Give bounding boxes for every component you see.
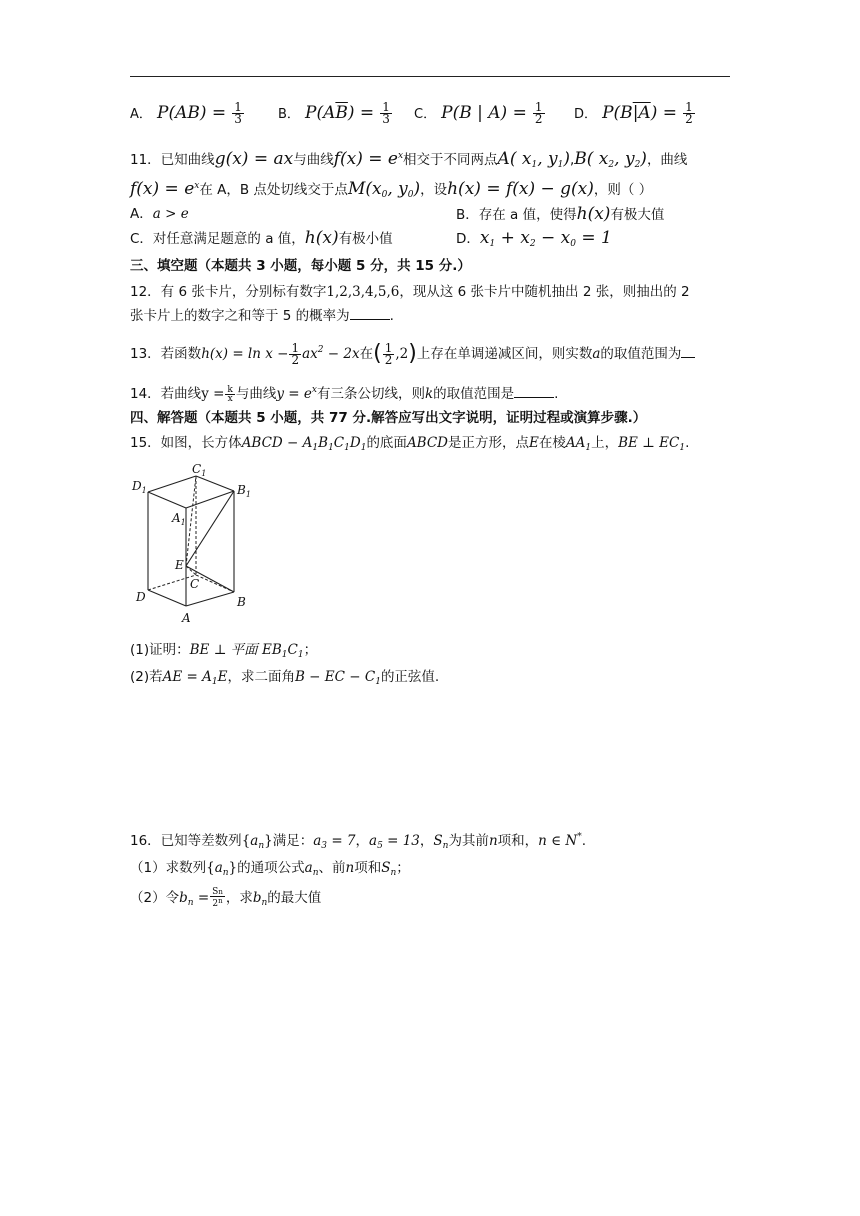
label-b1: $B_1$: [237, 483, 251, 499]
q16-part-1: （1）求数列$\{a_n\}$的通项公式$a_n$、前n项和$S_n$；: [130, 860, 410, 878]
q15-line: 15．如图，长方体ABCD − $A_1B_1C_1D_1$的底面ABCD是正方形，点E在棱$AA_1$上，BE ⊥ $EC_1$.: [130, 435, 690, 453]
cuboid-figure: [128, 458, 258, 630]
q15-part-1: (1)证明：BE ⊥ 平面 $EB_1C_1$；: [130, 642, 318, 660]
label-d: D: [136, 590, 146, 604]
q10-option-d: D． P(B|A) = $\frac{1}{2}$: [574, 100, 693, 126]
q10-option-a: A． P(AB) = $\frac{1}{3}$: [130, 100, 242, 126]
label-a: A: [182, 611, 191, 625]
section-3-heading: 三、填空题（本题共 3 小题，每小题 5 分，共 15 分.）: [130, 258, 471, 274]
answer-blank: [514, 385, 554, 398]
edge-d1c1: [148, 476, 196, 492]
q12-line-2: 张卡片上的数字之和等于 5 的概率为 .: [130, 308, 394, 324]
label-a1: $A_1$: [172, 511, 186, 527]
q11-line-1: 11．已知曲线g(x) = ax与曲线$f(x) = e^x$相交于不同两点A( $x_1$, $y_1),B$( $x_2$, $y_2$)，曲线: [130, 149, 688, 170]
q14-line: 14．若曲线y = $\frac{k}{x}$ 与曲线$y = e^x$有三条公切线，则k的取值范围是 .: [130, 384, 559, 404]
q11-option-c: C．对任意满足题意的 a 值，h(x)有极小值: [130, 228, 393, 248]
answer-blank: [350, 307, 390, 320]
q11-option-a: A．a > e: [130, 206, 189, 222]
label-c1: $C_1$: [192, 462, 207, 478]
q10-option-b: B． $P(A\overline{B})$ = $\frac{1}{3}$: [278, 100, 390, 126]
q12-line-1: 12．有 6 张卡片，分别标有数字1,2,3,4,5,6，现从这 6 张卡片中随机抽出 2 张，则抽出的 2: [130, 284, 690, 300]
label-d1: $D_1$: [132, 479, 147, 495]
label-b: B: [237, 595, 246, 609]
q13-line: 13．若函数h(x) = ln x − $\frac{1}{2}$ $ax^2 - 2x$在( $\frac{1}{2}$ ,2)上存在单调递减区间，则实数a的取值范围为: [130, 340, 695, 366]
q10-option-c: C． P(B | A) = $\frac{1}{2}$: [414, 100, 543, 126]
section-4-heading: 四、解答题（本题共 5 小题，共 77 分.解答应写出文字说明，证明过程或演算步骤.）: [130, 410, 647, 426]
q16-part-2: （2）令$b_n$ = $\frac{Sn}{2^n}$ ，求$b_n$的最大值: [130, 887, 322, 909]
top-rule: [130, 76, 730, 77]
q11-option-b: B．存在 a 值，使得h(x)有极大值: [456, 204, 665, 224]
q11-line-2: $f(x) = e^x$在 A，B 点处切线交于点$M(x_0$, $y_0$)，设h(x) = f(x) − g(x)，则（ ）: [130, 179, 653, 200]
q11-option-d: D．$x_1 + x_2 - x_0 = 1$: [456, 228, 612, 249]
label-e: E: [175, 558, 184, 572]
answer-blank: [681, 345, 695, 358]
q15-part-2: (2)若AE = $A_1E$，求二面角B − EC − $C_1$的正弦值.: [130, 669, 440, 687]
q16-line: 16．已知等差数列$\{a_n\}$满足：$a_3 = 7$，$a_5 = 13$，$S_n$为其前n项和，n ∈ N*.: [130, 832, 587, 851]
label-c: C: [190, 577, 200, 591]
